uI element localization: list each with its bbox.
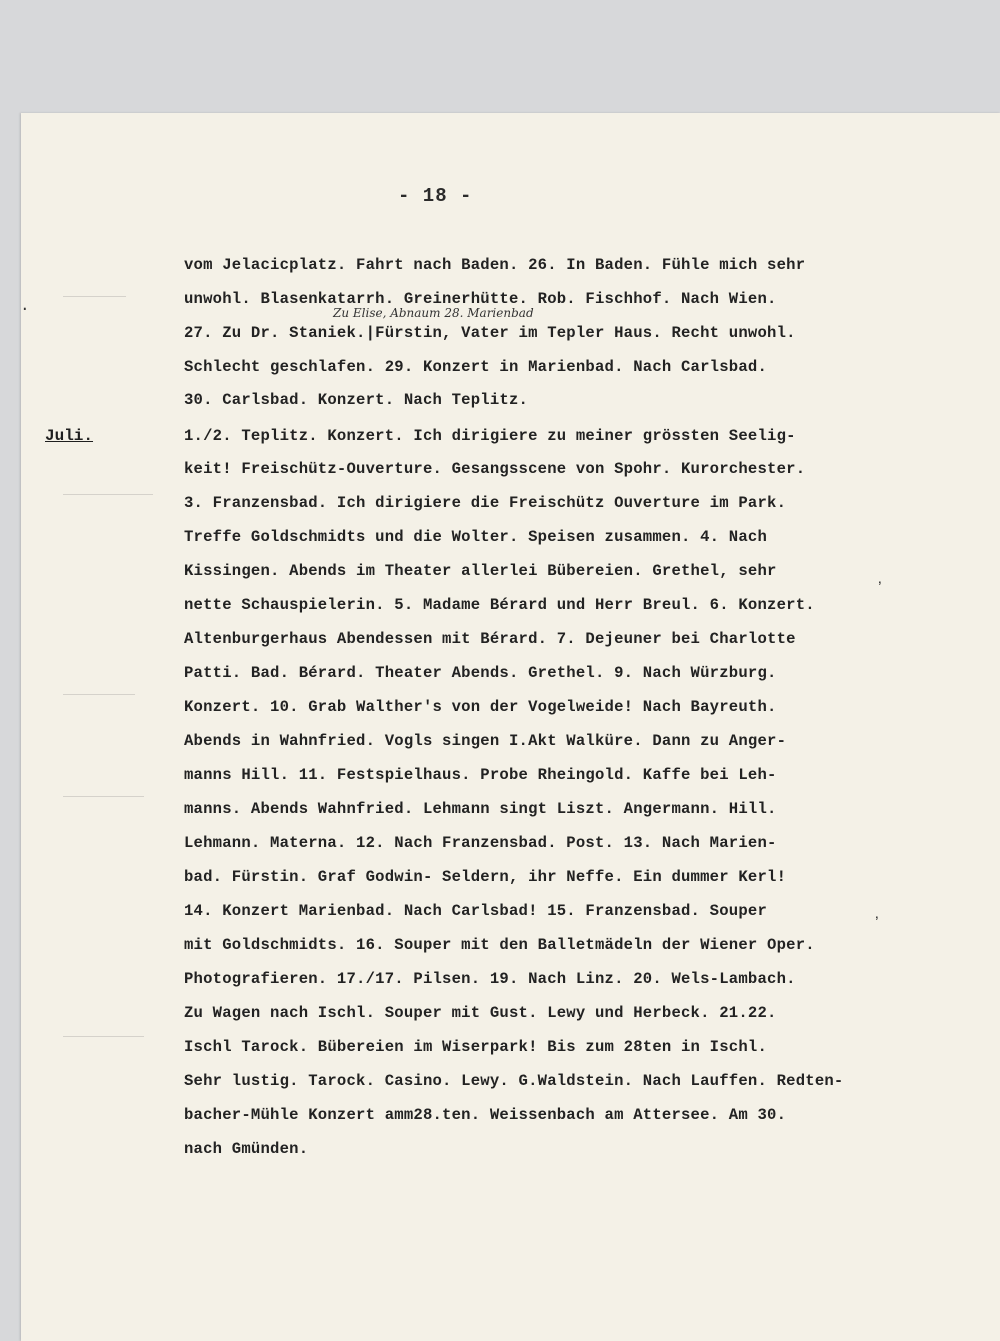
text-line: nette Schauspielerin. 5. Madame Bérard und Herr Breul. 6. Konzert. xyxy=(184,596,815,614)
text-line: Lehmann. Materna. 12. Nach Franzensbad. Post. 13. Nach Marien- xyxy=(184,834,777,852)
pencil-tick-mark: ʼ xyxy=(872,915,882,933)
ghost-margin-text xyxy=(63,681,135,698)
ghost-margin-text xyxy=(63,283,126,300)
pencil-dot-mark: · xyxy=(20,300,30,318)
text-line: Sehr lustig. Tarock. Casino. Lewy. G.Waldstein. Nach Lauffen. Redten- xyxy=(184,1072,844,1090)
text-line: Photografieren. 17./17. Pilsen. 19. Nach Linz. 20. Wels-Lambach. xyxy=(184,970,796,988)
text-line: 30. Carlsbad. Konzert. Nach Teplitz. xyxy=(184,391,529,409)
text-line: 1./2. Teplitz. Konzert. Ich dirigiere zu meiner grössten Seelig- xyxy=(184,427,796,445)
ghost-margin-text xyxy=(63,783,144,800)
ghost-margin-text xyxy=(63,481,153,498)
handwritten-annotation: Zu Elise, Abnaum 28. Marienbad xyxy=(333,306,534,320)
text-line: Schlecht geschlafen. 29. Konzert in Marienbad. Nach Carlsbad. xyxy=(184,358,768,376)
text-line: 27. Zu Dr. Staniek.|Fürstin, Vater im Tepler Haus. Recht unwohl. xyxy=(184,324,796,342)
text-line: Konzert. 10. Grab Walther's von der Vogelweide! Nach Bayreuth. xyxy=(184,698,777,716)
text-line: keit! Freischütz-Ouverture. Gesangsscene von Spohr. Kurorchester. xyxy=(184,460,806,478)
text-line: bad. Fürstin. Graf Godwin- Seldern, ihr Neffe. Ein dummer Kerl! xyxy=(184,868,787,886)
text-line: Altenburgerhaus Abendessen mit Bérard. 7. Dejeuner bei Charlotte xyxy=(184,630,796,648)
text-line: Kissingen. Abends im Theater allerlei Bübereien. Grethel, sehr xyxy=(184,562,777,580)
text-line: nach Gmünden. xyxy=(184,1140,309,1158)
text-line: manns Hill. 11. Festspielhaus. Probe Rheingold. Kaffe bei Leh- xyxy=(184,766,777,784)
text-line: 3. Franzensbad. Ich dirigiere die Freischütz Ouverture im Park. xyxy=(184,494,787,512)
text-line: Zu Wagen nach Ischl. Souper mit Gust. Lewy und Herbeck. 21.22. xyxy=(184,1004,777,1022)
text-line: 14. Konzert Marienbad. Nach Carlsbad! 15. Franzensbad. Souper xyxy=(184,902,768,920)
text-line: Ischl Tarock. Bübereien im Wiserpark! Bis zum 28ten in Ischl. xyxy=(184,1038,768,1056)
text-line: vom Jelacicplatz. Fahrt nach Baden. 26. In Baden. Fühle mich sehr xyxy=(184,256,806,274)
text-line: mit Goldschmidts. 16. Souper mit den Balletmädeln der Wiener Oper. xyxy=(184,936,815,954)
ghost-margin-text xyxy=(63,1023,144,1040)
pencil-tick-mark: ʼ xyxy=(875,580,885,598)
page-number: - 18 - xyxy=(398,185,473,207)
margin-month-label: Juli. xyxy=(45,427,94,445)
text-line: unwohl. Blasenkatarrh. Greinerhütte. Rob. Fischhof. Nach Wien. xyxy=(184,290,777,308)
text-line: Patti. Bad. Bérard. Theater Abends. Grethel. 9. Nach Würzburg. xyxy=(184,664,777,682)
text-line: bacher-Mühle Konzert amm28.ten. Weissenbach am Attersee. Am 30. xyxy=(184,1106,787,1124)
text-line: Treffe Goldschmidts und die Wolter. Speisen zusammen. 4. Nach xyxy=(184,528,768,546)
text-line: manns. Abends Wahnfried. Lehmann singt Liszt. Angermann. Hill. xyxy=(184,800,777,818)
text-line: Abends in Wahnfried. Vogls singen I.Akt Walküre. Dann zu Anger- xyxy=(184,732,787,750)
